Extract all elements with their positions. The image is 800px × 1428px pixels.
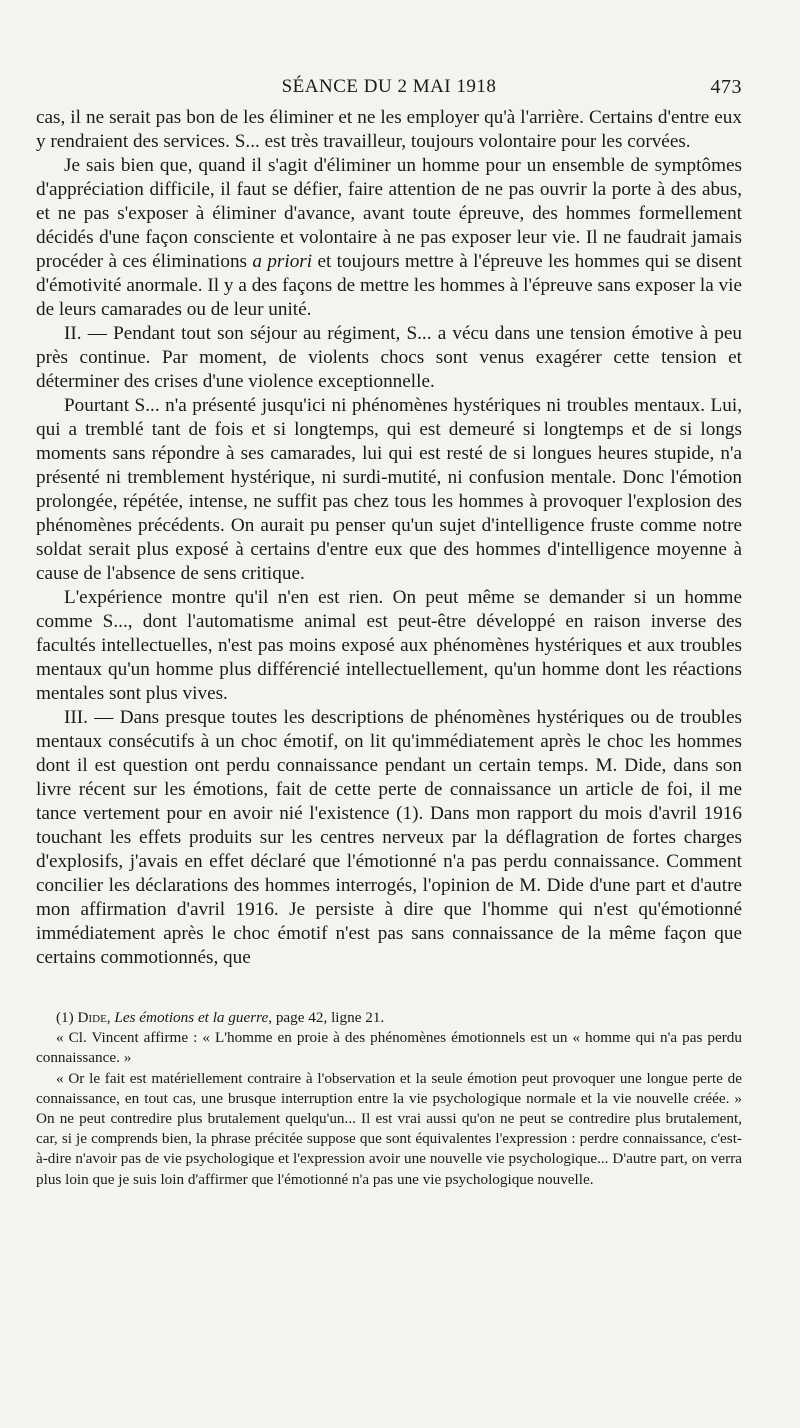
running-header [36,72,742,106]
paragraph-5: L'expérience montre qu'il n'en est rien. On peut même se demander si un homme comme S..., dont l'automatisme animal est peut-être développé en raison inverse des facultés intellectuelles, n'est pas moins exposé aux phénomènes hystériques et aux troubles mentaux qu'un homme plus différencié intellectuellement, qu'un homme dont les réactions mentales sont plus vives. [36,587,742,704]
paragraph-4: Pourtant S... n'a présenté jusqu'ici ni phénomènes hystériques ni troubles mentaux. Lui, qui a tremblé tant de fois et si longtemps, qui est demeuré si longtemps et de si longs moments sans répondre à ses camarades, lui qui est resté de si longues heures stupide, n'a présenté ni tremblement hystérique, ni surdi-mutité, ni confusion mentale. Donc l'émotion prolongée, répétée, intense, ne suffit pas chez tous les hommes à provoquer l'explosion des phénomènes précédents. On aurait pu penser qu'un sujet d'intelligence fruste comme notre soldat serait plus exposé à certains d'entre eux que des hommes d'intelligence moyenne à cause de l'absence de sens critique. [36,395,742,584]
page [36,72,742,1190]
paragraph-2-after: et toujours mettre à l'épreuve les hommes qui se disent d'émotivité anormale. Il y a des façons de mettre les hommes à l'épreuve sans exposer la vie de leurs camarades ou de leur unité. [36,251,742,320]
paragraph-1: cas, il ne serait pas bon de les éliminer et ne les employer qu'à l'arrière. Certains d'entre eux y rendraient des services. S... est très travailleur, toujours volontaire pour les corvées. [36,107,742,152]
paragraph-6: III. — Dans presque toutes les descriptions de phénomènes hystériques ou de troubles mentaux consécutifs à un choc émotif, on lit qu'immédiatement après le choc les hommes dont il est question ont perdu connaissance pendant un certain temps. M. Dide, dans son livre récent sur les émotions, fait de cette perte de connaissance un article de foi, il me tance vertement pour en avoir nié l'existence (1). Dans mon rapport du mois d'avril 1916 touchant les effets produits sur les centres nerveux par la déflagration de fortes charges d'explosifs, j'avais en effet déclaré que l'émotionné n'a pas perdu connaissance. Comment concilier les déclarations des hommes interrogés, l'opinion de M. Dide d'une part et d'autre mon affirmation d'avril 1916. Je persiste à dire que l'homme qui n'est qu'émotionné immédiatement après le choc émotif n'est pas sans connaissance de la même façon que certains commotionnés, que [36,707,742,968]
footnote-1-rest: page 42, ligne 21. [275,1009,385,1026]
body-text [36,106,742,970]
footnote-3: « Or le fait est matériellement contraire à l'observation et la seule émotion peut provoquer une longue perte de connaissance, en tout cas, une brusque interruption entre la vie psychologique normale et la vie nouvelle créée. » On ne peut contredire plus brutalement quelqu'un... Il est vrai aussi qu'on ne peut se contredire plus brutalement, car, si je comprends bien, la phrase précitée suppose que sont équivalentes l'expression : perdre connaissance, c'est-à-dire n'avoir pas de vie psychologique et l'expression avoir une nouvelle vie psychologique... D'autre part, on verra plus loin que je suis loin d'affirmer que l'émotionné n'a pas une vie psychologique nouvelle. [36,1069,742,1188]
footnote-1 [36,1008,742,1028]
paragraph-2 [36,154,742,322]
footnote-1-title: Les émotions et la guerre, [114,1009,273,1026]
footnotes [36,1008,742,1190]
footnote-separator [36,1000,742,1008]
footnote-1-author: Dide, [77,1009,111,1026]
running-title: SÉANCE DU 2 MAI 1918 [281,76,497,97]
page-number: 473 [710,76,742,98]
paragraph-2-before: Je sais bien que, quand il s'agit d'éliminer un homme pour un ensemble de symptômes d'appréciation difficile, il faut se défier, faire attention de ne pas ouvrir la porte à des abus, et ne pas s'exposer à éliminer d'avance, avant toute épreuve, des hommes formellement décidés d'une façon consciente et volontaire à ne pas exposer leur vie. Il ne faudrait jamais procéder à ces éliminations [36,155,742,272]
footnote-2: « Cl. Vincent affirme : « L'homme en proie à des phénomènes émotionnels est un « homme qui n'a pas perdu connaissance. » [36,1029,742,1067]
paragraph-2-italic: a priori [252,251,313,272]
footnote-1-number: (1) [56,1009,74,1026]
paragraph-3: II. — Pendant tout son séjour au régiment, S... a vécu dans une tension émotive à peu près continue. Par moment, de violents chocs sont venus exagérer cette tension et déterminer des crises d'une violence exceptionnelle. [36,323,742,392]
